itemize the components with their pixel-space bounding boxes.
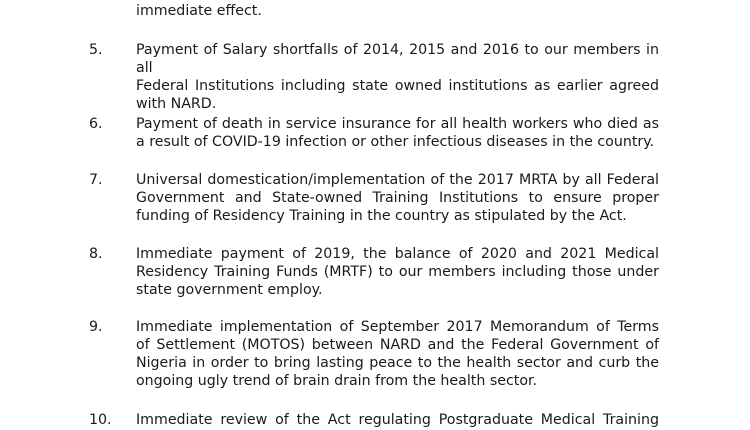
list-item-text (136, 41, 659, 113)
list-item-number: 8. (89, 246, 103, 262)
list-item-text (136, 171, 659, 225)
text-line: Payment of Salary shortfalls of 2014, 2015 and 2016 to our members in all (136, 42, 659, 76)
list-item-number: 9. (89, 319, 103, 335)
text-line: Universal domestication/implementation of the 2017 MRTA by all Federal (136, 172, 659, 188)
list-item-text (136, 245, 659, 299)
text-line: immediate effect. (136, 3, 262, 19)
list-item-text (136, 318, 659, 390)
list-item-number: 6. (89, 116, 103, 132)
text-line: Nigeria in order to bring lasting peace to the health sector and curb the (136, 355, 659, 371)
text-line: Government and State-owned Training Institutions to ensure proper (136, 190, 659, 206)
text-line: Residency Training Funds (MRTF) to our members including those under (136, 264, 659, 280)
text-line: Payment of death in service insurance for all health workers who died as (136, 116, 659, 132)
text-line: state government employ. (136, 282, 323, 298)
text-line: with NARD. (136, 96, 217, 112)
text-line: Immediate review of the Act regulating Postgraduate Medical Training (136, 412, 659, 428)
text-line: of Settlement (MOTOS) between NARD and the Federal Government of (136, 337, 659, 353)
list-item-text (136, 411, 659, 429)
list-item-number: 5. (89, 42, 103, 58)
text-line: Immediate payment of 2019, the balance of 2020 and 2021 Medical (136, 246, 659, 262)
text-line: a result of COVID-19 infection or other infectious diseases in the country. (136, 134, 655, 150)
text-line: ongoing ugly trend of brain drain from the health sector. (136, 373, 538, 389)
text-line: Federal Institutions including state owned institutions as earlier agreed (136, 78, 659, 94)
list-item-text (136, 115, 659, 151)
text-line: Immediate implementation of September 2017 Memorandum of Terms (136, 319, 659, 335)
list-item-number: 7. (89, 172, 103, 188)
text-line: funding of Residency Training in the country as stipulated by the Act. (136, 208, 627, 224)
list-item-number: 10. (89, 412, 112, 428)
list-item-text (136, 2, 659, 20)
